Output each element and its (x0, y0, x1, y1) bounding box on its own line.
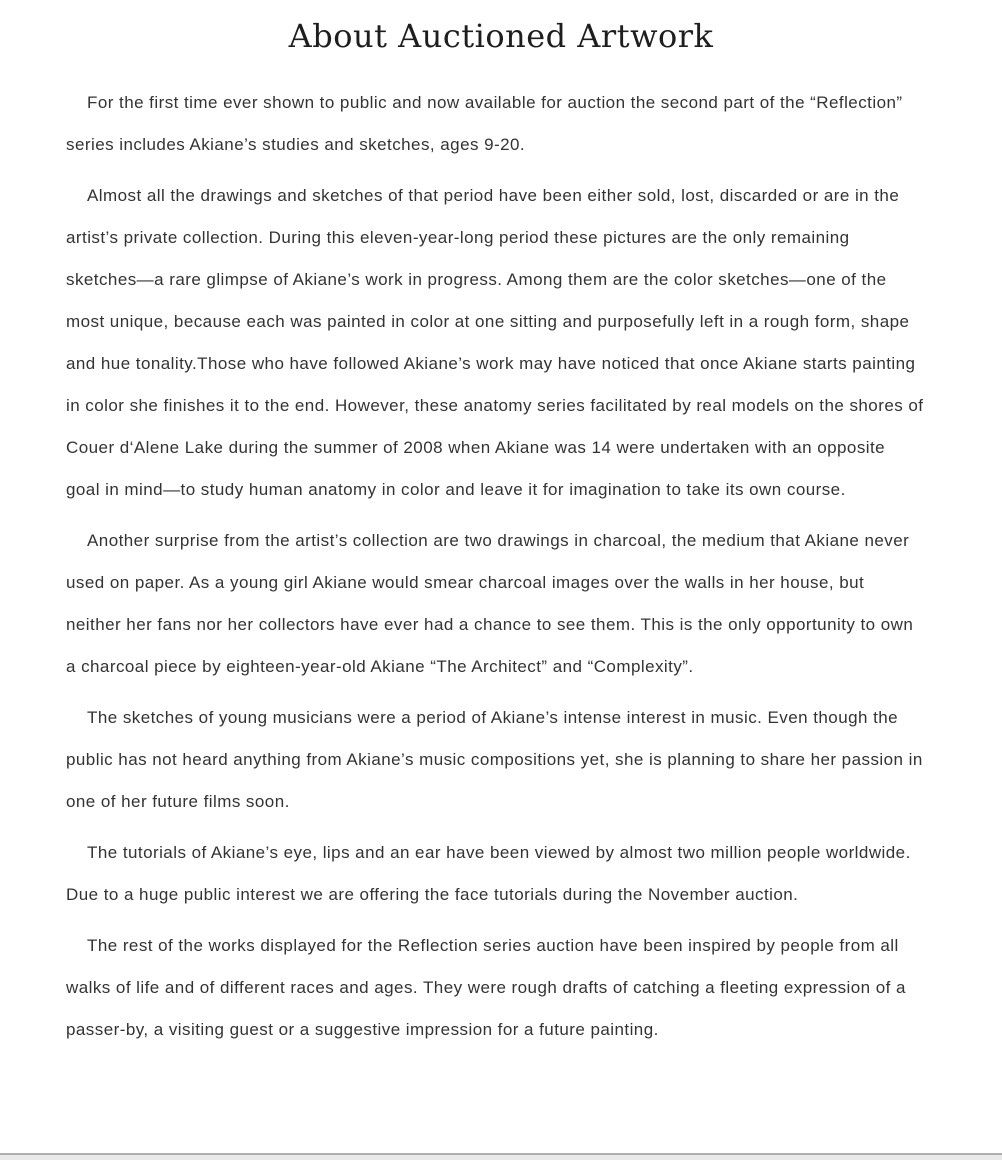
paragraph-drawings-sketches: Almost all the drawings and sketches of that period have been either sold, lost, discarded or are in the artist’s private collection. During this eleven-year-long period these pictures are the only remaining sketches—a rare glimpse of Akiane’s work in progress. Among them are the color sketches—one of the most unique, because each was painted in color at one sitting and purposefully left in a rough form, shape and hue tonality.Those who have followed Akiane’s work may have noticed that once Akiane starts painting in color she finishes it to the end. However, these anatomy series facilitated by real models on the shores of Couer d‘Alene Lake during the summer of 2008 when Akiane was 14 were undertaken with an opposite goal in mind—to study human anatomy in color and leave it for imagination to take its own course. (66, 186, 924, 499)
article-page (0, 14, 1002, 1160)
paragraph-intro: For the first time ever shown to public and now available for auction the second part of the “Reflection” series includes Akiane’s studies and sketches, ages 9-20. (66, 93, 903, 154)
paragraph-tutorials: The tutorials of Akiane’s eye, lips and an ear have been viewed by almost two million people worldwide. Due to a huge public interest we are offering the face tutorials during the November auction. (66, 843, 911, 904)
page-title: About Auctioned Artwork (288, 17, 714, 55)
paragraph-reflection-series: The rest of the works displayed for the Reflection series auction have been inspired by people from all walks of life and of different races and ages. They were rough drafts of catching a fleeting expression of a passer-by, a visiting guest or a suggestive impression for a future painting. (66, 936, 906, 1039)
bottom-divider (0, 1153, 1002, 1160)
paragraph-charcoal: Another surprise from the artist’s collection are two drawings in charcoal, the medium that Akiane never used on paper. As a young girl Akiane would smear charcoal images over the walls in her house, but neither her fans nor her collectors have ever had a chance to see them. This is the only opportunity to own a charcoal piece by eighteen-year-old Akiane “The Architect” and “Complexity”. (66, 531, 914, 676)
article-body (66, 82, 924, 1051)
paragraph-musicians: The sketches of young musicians were a period of Akiane’s intense interest in music. Even though the public has not heard anything from Akiane’s music compositions yet, she is planning to share her passion in one of her future films soon. (66, 708, 923, 811)
